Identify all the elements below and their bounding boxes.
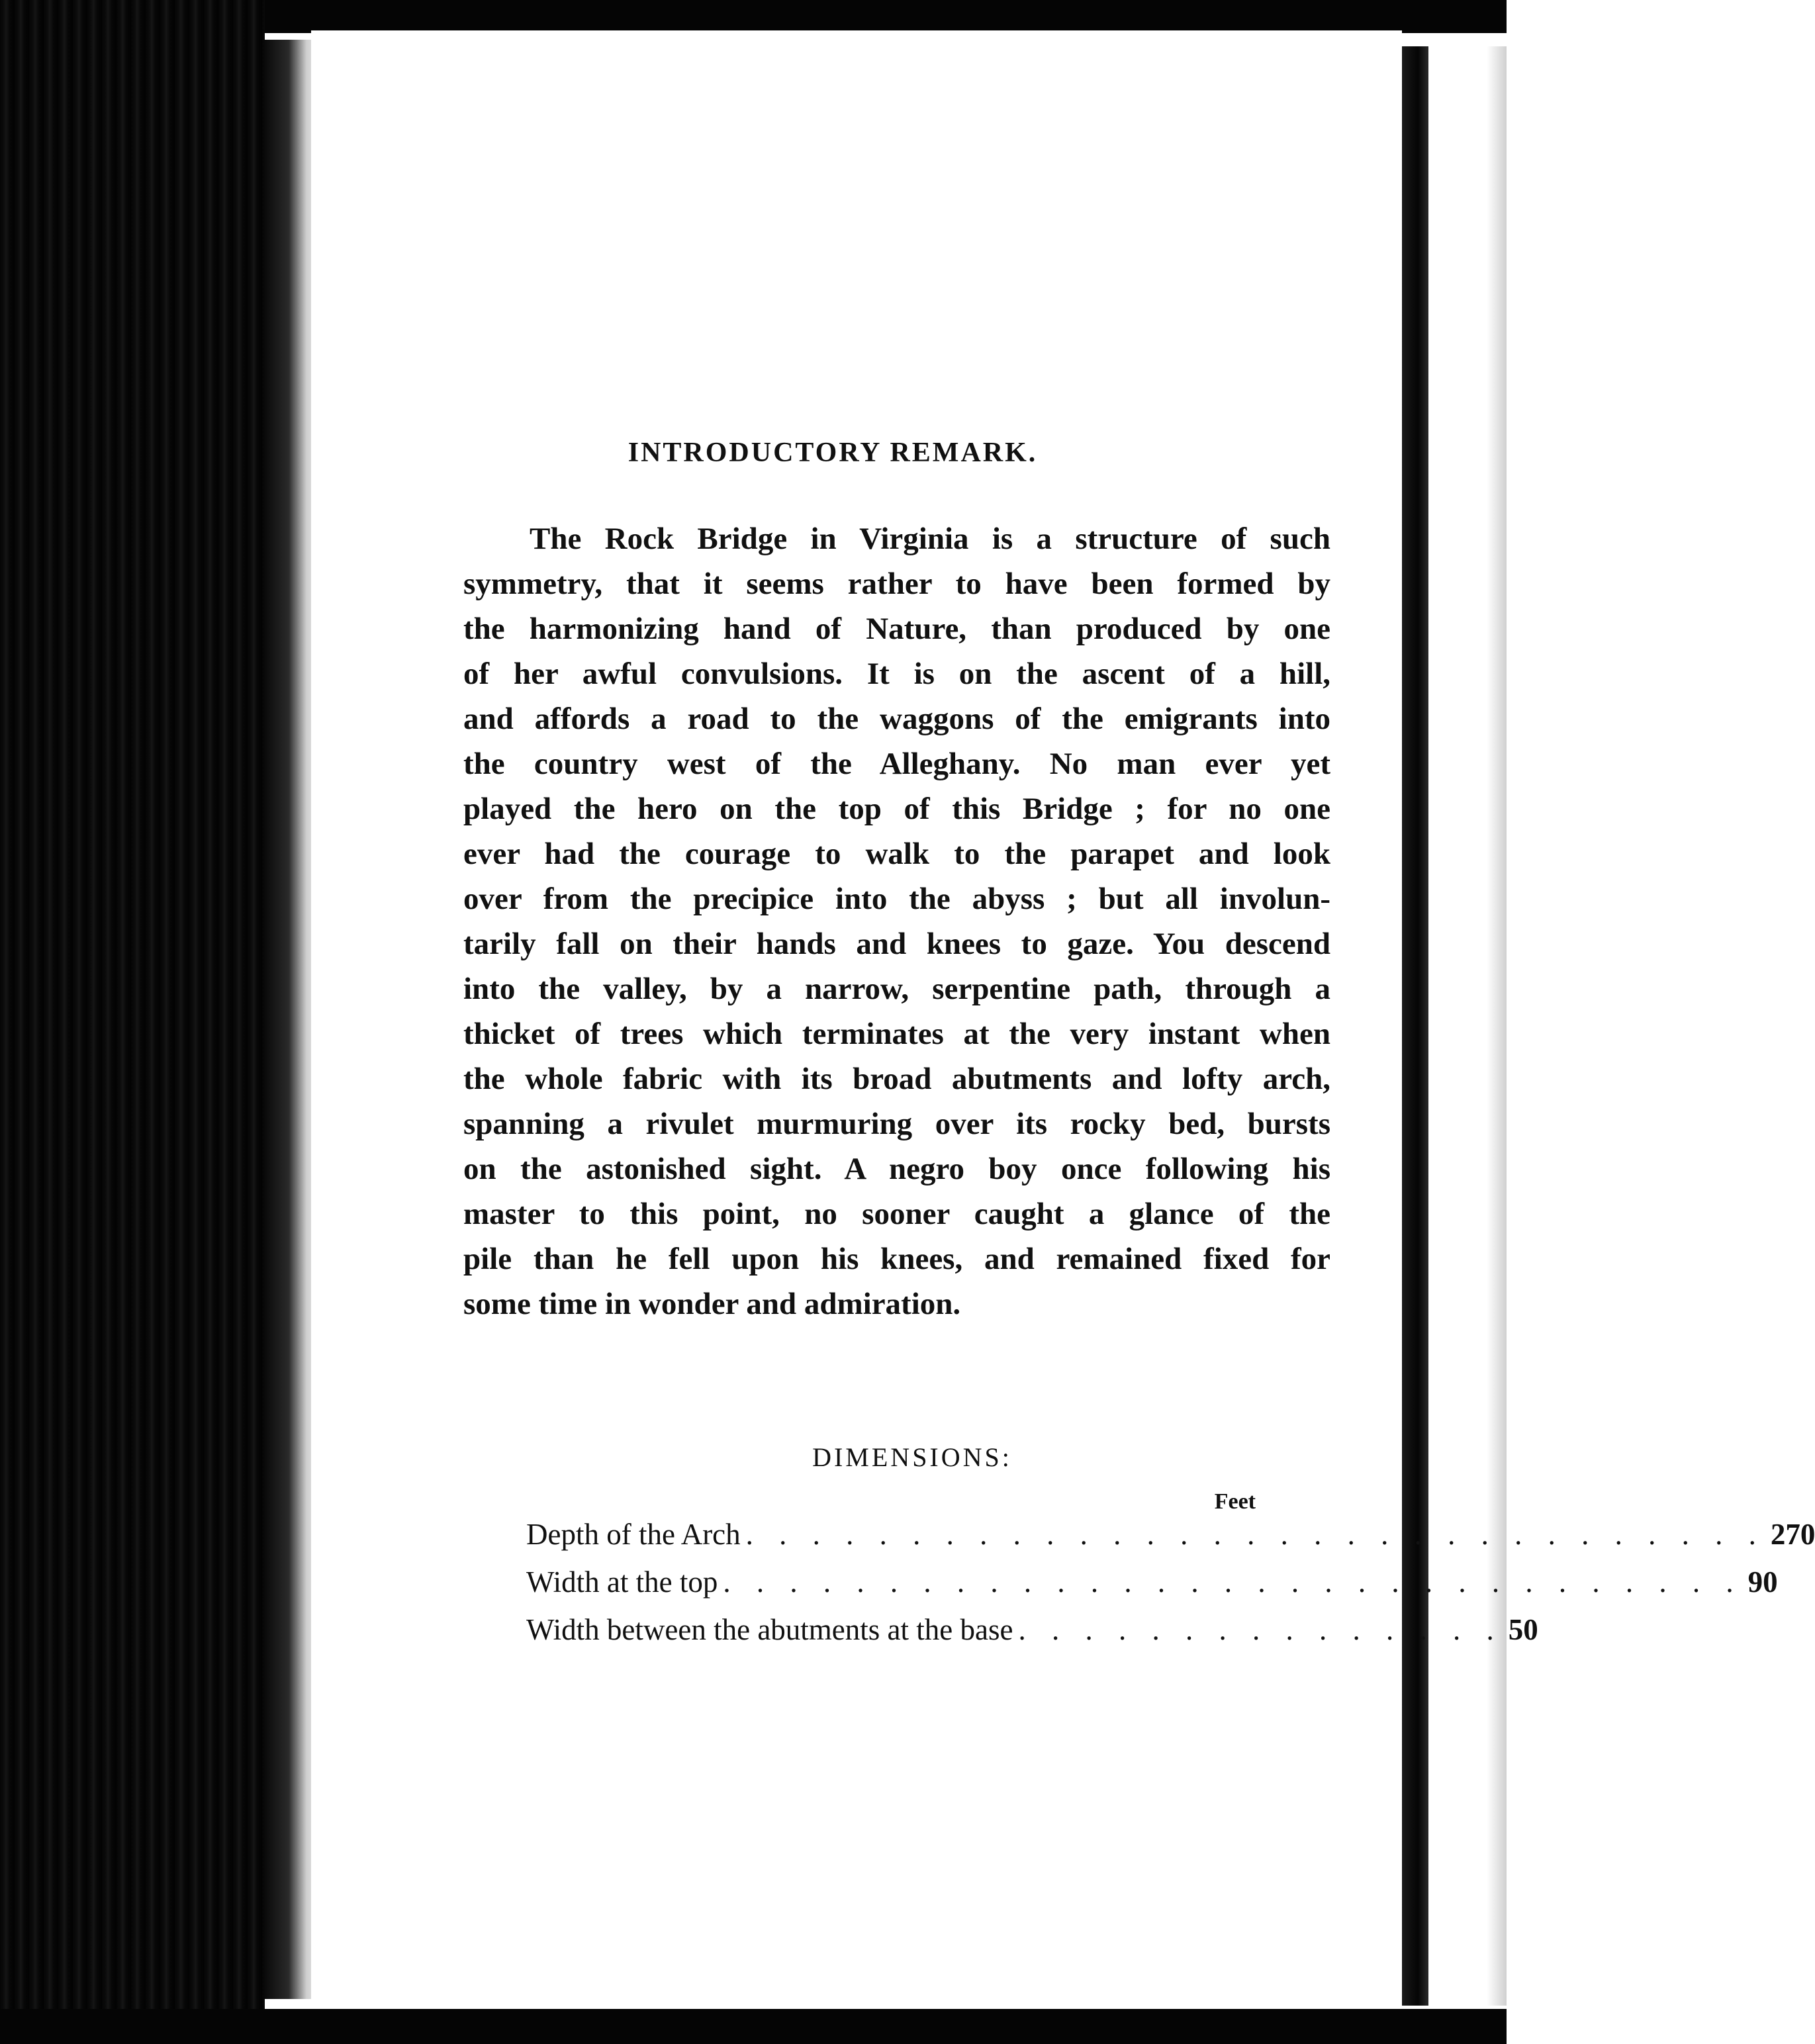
dimension-value: 50: [1508, 1613, 1538, 1646]
dimension-row: [526, 1517, 1815, 1565]
paragraph-line: symmetry, that it seems rather to have been formed by: [463, 567, 1330, 601]
dimension-value: 270: [1770, 1518, 1815, 1551]
page-heading: INTRODUCTORY REMARK.: [628, 438, 1038, 468]
paragraph-line: master to this point, no sooner caught a glance of the: [463, 1197, 1330, 1231]
paragraph-line: the harmonizing hand of Nature, than produced by one: [463, 612, 1330, 646]
introductory-paragraph: [463, 516, 1330, 1326]
paragraph-line: tarily fall on their hands and knees to gaze. You descend: [463, 927, 1330, 961]
paragraph-line: ever had the courage to walk to the parapet and look: [463, 837, 1330, 871]
dimension-row: [526, 1565, 1778, 1612]
paragraph-line: played the hero on the top of this Bridge ; for no one: [463, 792, 1330, 826]
dimension-label: Depth of the Arch: [526, 1518, 741, 1551]
page-right-edge: [1402, 46, 1428, 2006]
dimension-label: Width between the abutments at the base: [526, 1613, 1013, 1646]
paragraph-line: pile than he fell upon his knees, and remained fixed for: [463, 1242, 1330, 1276]
dimensions-unit-header: Feet: [1214, 1489, 1256, 1514]
scan-bottom-border: [0, 2009, 1507, 2044]
adjacent-page-shadow: [1487, 46, 1507, 2006]
dot-leader: . . . . . . . . . . . . . . . . . . . . . . . . . . . . . . .: [745, 1518, 1765, 1551]
dot-leader: . . . . . . . . . . . . . . . . . . . . . . . . . . . . . . .: [723, 1565, 1743, 1599]
dimension-row: [526, 1612, 1538, 1660]
book-spine-edge: [0, 0, 265, 2044]
paragraph-line: spanning a rivulet murmuring over its rocky bed, bursts: [463, 1107, 1330, 1141]
paragraph-line: over from the precipice into the abyss ; but all involun-: [463, 882, 1330, 916]
paragraph-line: into the valley, by a narrow, serpentine path, through a: [463, 972, 1330, 1006]
dimensions-table: [526, 1489, 1815, 1660]
dot-leader: . . . . . . . . . . . . . . .: [1018, 1613, 1503, 1646]
paragraph-line: the whole fabric with its broad abutments and lofty arch,: [463, 1062, 1330, 1096]
dimensions-heading: DIMENSIONS:: [812, 1442, 1012, 1472]
paragraph-line: of her awful convulsions. It is on the ascent of a hill,: [463, 657, 1330, 691]
paragraph-line: some time in wonder and admiration.: [463, 1287, 961, 1321]
paragraph-line: and affords a road to the waggons of the emigrants into: [463, 702, 1330, 736]
paragraph-line: on the astonished sight. A negro boy once following his: [463, 1152, 1330, 1186]
dimension-label: Width at the top: [526, 1565, 718, 1599]
paragraph-line: The Rock Bridge in Virginia is a structure of such: [530, 522, 1330, 556]
paragraph-line: the country west of the Alleghany. No man ever yet: [463, 747, 1330, 781]
paragraph-line: thicket of trees which terminates at the very instant when: [463, 1017, 1330, 1051]
dimension-value: 90: [1747, 1565, 1778, 1599]
